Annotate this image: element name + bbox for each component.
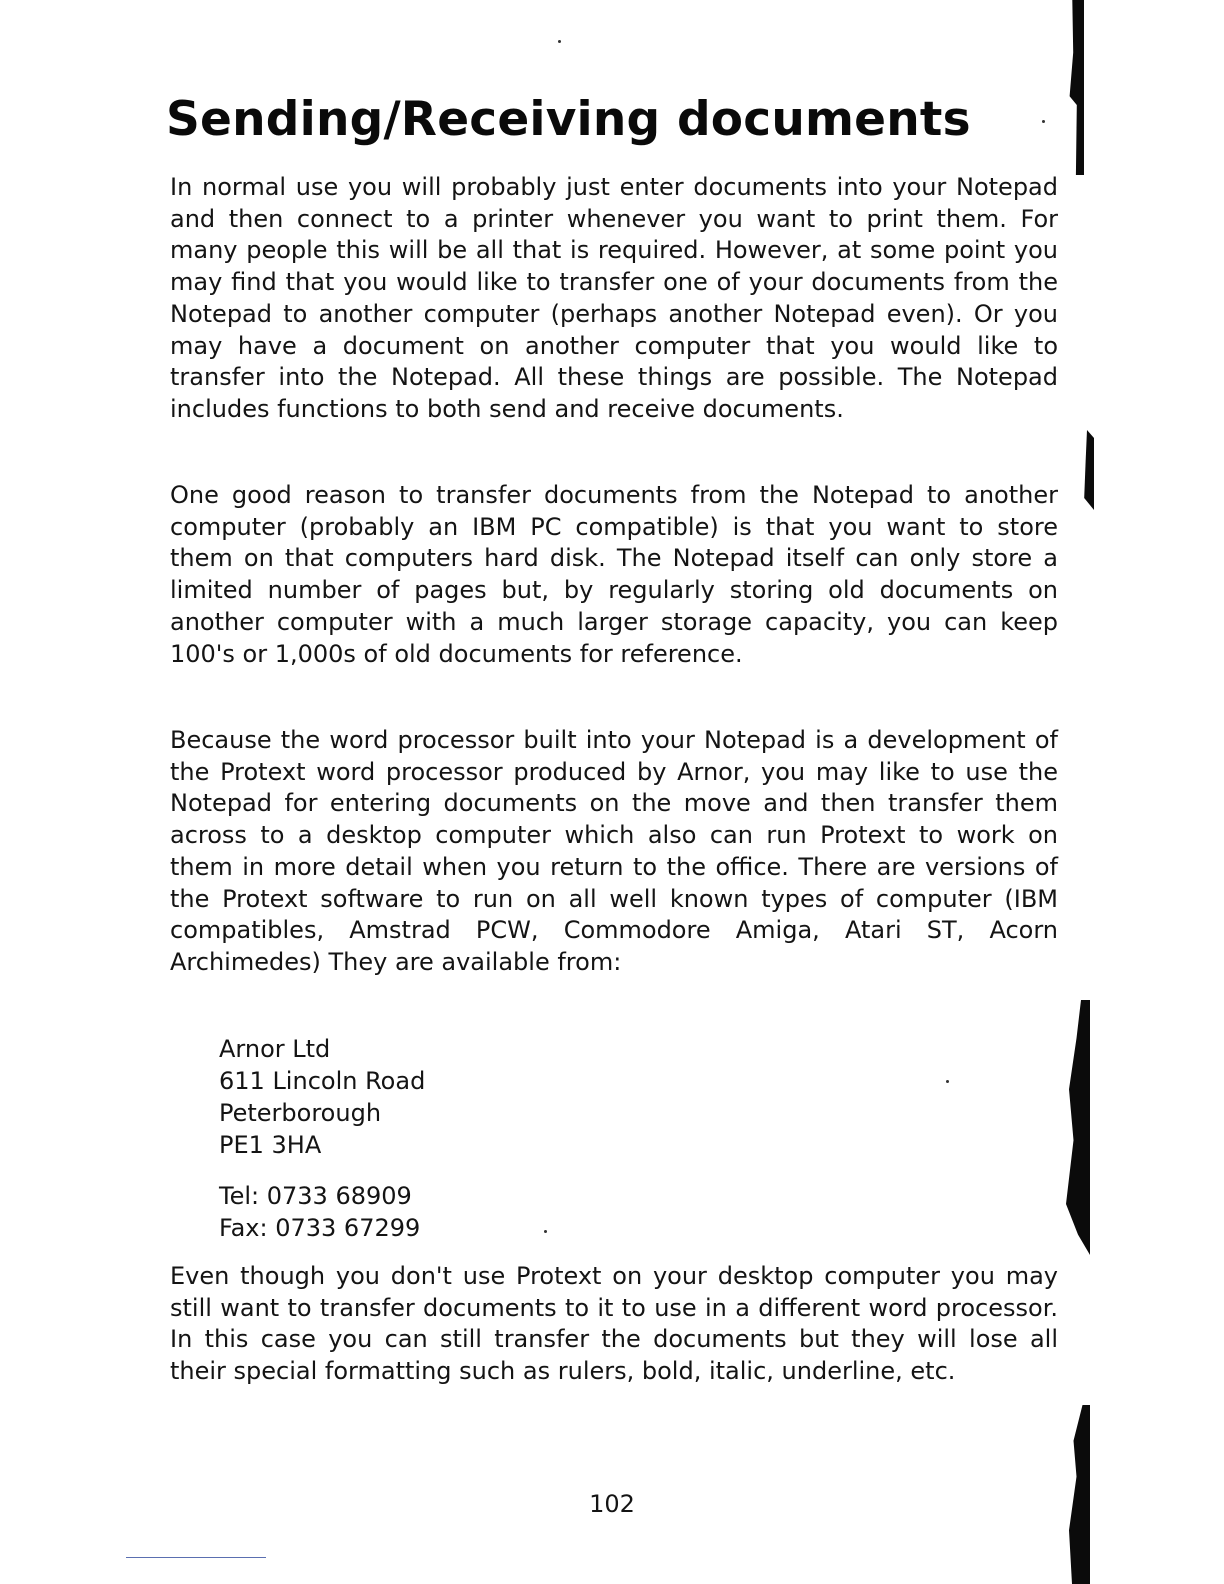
scan-bottom-rule — [126, 1557, 266, 1558]
paragraph-protext: Because the word processor built into your Notepad is a development of the Protext word processor produced by Arnor, you may like to use the Notepad for entering documents on the move and then transfer them across to a desktop computer which also can run Protext to work on them in more detail when you return to the office. There are versions of the Protext software to run on all well known types of computer (IBM compatibles, Amstrad PCW, Commodore Amiga, Atari ST, Acorn Archimedes) They are available from: — [170, 726, 1058, 976]
contact-fax: Fax: 0733 67299 — [219, 1214, 421, 1242]
address-city: Peterborough — [219, 1099, 382, 1127]
address-block — [219, 1033, 425, 1161]
page-number: 102 — [589, 1490, 635, 1518]
scan-edge-mark-lower — [1060, 1000, 1090, 1255]
scan-edge-mark-top — [1066, 0, 1084, 175]
scan-edge-mark-middle — [1080, 430, 1094, 510]
scan-speck — [946, 1080, 949, 1083]
paragraph-other-processors: Even though you don't use Protext on your desktop computer you may still want to transfer documents to it to use in a different word processor. In this case you can still transfer the documents but they will lose all their special formatting such as rulers, bold, italic, underline, etc. — [170, 1262, 1058, 1386]
address-postcode: PE1 3HA — [219, 1131, 322, 1159]
paragraph-intro: In normal use you will probably just enter documents into your Notepad and then connect to a printer whenever you want to print them. For many people this will be all that is required. However, at some point you may find that you would like to transfer one of your documents from the Notepad to another computer (perhaps another Notepad even). Or you may have a document on another computer that you would like to transfer into the Notepad. All these things are possible. The Notepad includes functions to both send and receive documents. — [170, 173, 1058, 423]
scan-speck — [558, 40, 561, 43]
contact-block — [219, 1180, 420, 1244]
address-company: Arnor Ltd — [219, 1035, 331, 1063]
address-street: 611 Lincoln Road — [219, 1067, 426, 1095]
page-title: Sending/Receiving documents — [166, 92, 971, 147]
contact-tel: Tel: 0733 68909 — [219, 1182, 412, 1210]
scan-speck — [1042, 120, 1045, 123]
paragraph-storage-reason: One good reason to transfer documents from the Notepad to another computer (probably an IBM PC compatible) is that you want to store them on that computers hard disk. The Notepad itself can only store a limited number of pages but, by regularly storing old documents on another computer with a much larger storage capacity, you can keep 100's or 1,000s of old documents for reference. — [170, 481, 1058, 668]
scan-speck — [544, 1230, 547, 1233]
